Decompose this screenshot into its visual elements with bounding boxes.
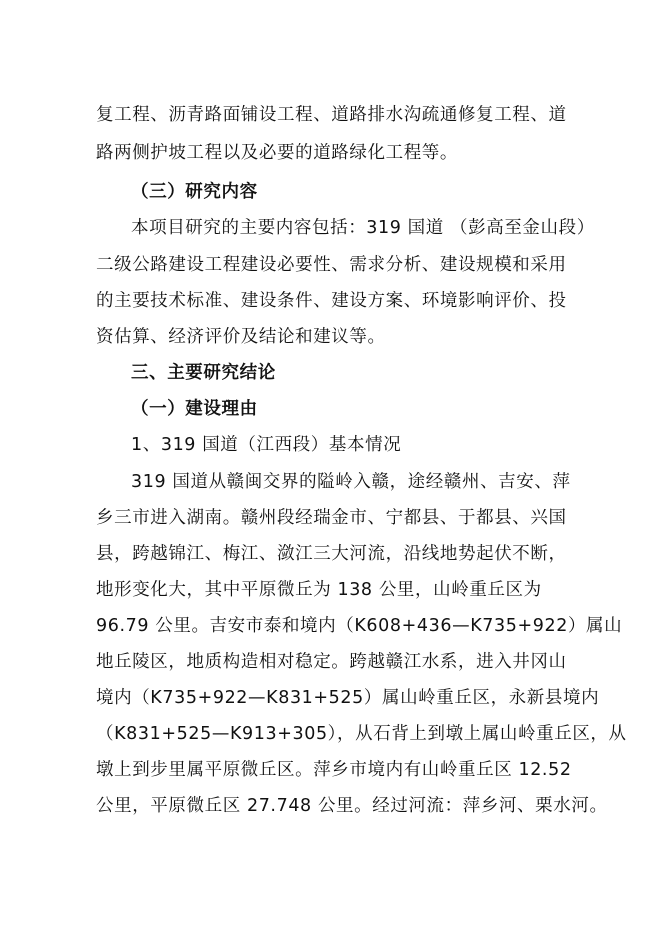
subsection-heading: 1、319 国道（江西段）基本情况 [131, 435, 402, 455]
paragraph-line: 境内（K735+922—K831+525）属山岭重丘区，永新县境内 [96, 688, 600, 708]
paragraph-line: 县，跨越锦江、梅江、潋江三大河流，沿线地势起伏不断， [96, 544, 567, 564]
section-heading-construction-reasons: （一）建设理由 [131, 399, 258, 419]
paragraph-line: 地形变化大，其中平原微丘为 138 公里，山岭重丘区为 [96, 580, 542, 600]
paragraph-continuation-line: 复工程、沥青路面铺设工程、道路排水沟疏通修复工程、道 [96, 105, 567, 125]
paragraph-line: 地丘陵区，地质构造相对稳定。跨越赣江水系，进入井冈山 [96, 652, 567, 672]
paragraph-line: 墩上到步里属平原微丘区。萍乡市境内有山岭重丘区 12.52 [96, 760, 572, 780]
paragraph-line: 公里，平原微丘区 27.748 公里。经过河流：萍乡河、栗水河。 [96, 796, 608, 816]
paragraph-line: 319 国道从赣闽交界的隘岭入赣，途经赣州、吉安、萍 [131, 472, 571, 492]
paragraph-continuation-line: 路两侧护坡工程以及必要的道路绿化工程等。 [96, 143, 458, 163]
section-heading-research-content: （三）研究内容 [131, 182, 258, 202]
paragraph-line: 乡三市进入湖南。赣州段经瑞金市、宁都县、于都县、兴国 [96, 508, 567, 528]
paragraph-line: 96.79 公里。吉安市泰和境内（K608+436—K735+922）属山 [96, 616, 623, 636]
paragraph-line: 本项目研究的主要内容包括：319 国道 （彭高至金山段） [131, 218, 595, 238]
paragraph-line: 资估算、经济评价及结论和建议等。 [96, 327, 386, 347]
chapter-heading-main-conclusions: 三、主要研究结论 [131, 363, 276, 383]
paragraph-line: 二级公路建设工程建设必要性、需求分析、建设规模和采用 [96, 255, 567, 275]
paragraph-line: （K831+525—K913+305），从石背上到墩上属山岭重丘区，从 [96, 724, 627, 744]
paragraph-line: 的主要技术标准、建设条件、建设方案、环境影响评价、投 [96, 291, 567, 311]
